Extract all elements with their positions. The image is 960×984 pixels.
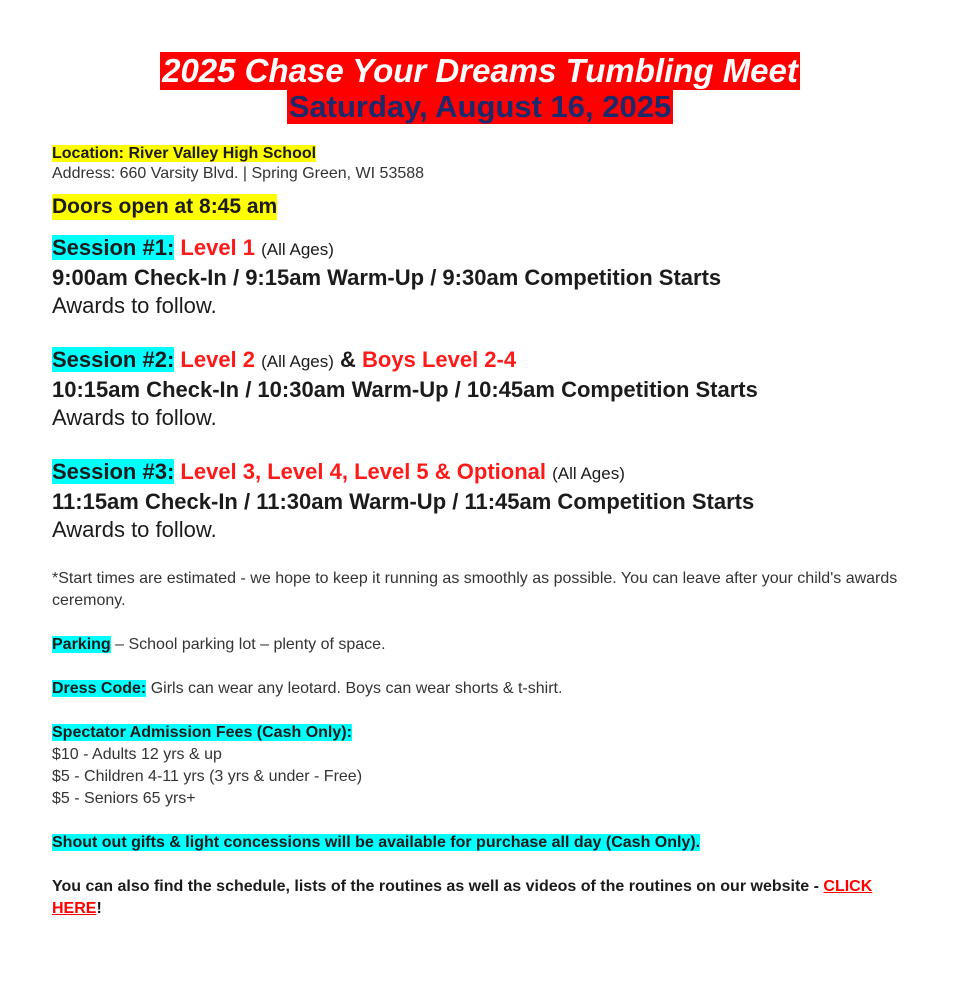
address-line: Address: 660 Varsity Blvd. | Spring Green, WI 53588 [52,165,425,182]
website-text: You can also find the schedule, lists of the routines as well as videos of the routines on our website - [52,878,824,895]
doors-open: Doors open at 8:45 am [52,195,278,218]
session-awards: Awards to follow. [52,293,217,318]
session-awards: Awards to follow. [52,517,217,542]
fees-section [52,722,922,810]
shoutout-text: Shout out gifts & light concessions will be available for purchase all day (Cash Only). [52,834,701,851]
click-here-link[interactable]: CLICK HERE [52,878,873,917]
session-label: Session #3: [52,459,175,484]
session-1 [52,234,922,320]
session-label: Session #2: [52,347,175,372]
session-ages: (All Ages) [261,352,334,371]
location-label: Location: River Valley High School [52,145,317,162]
session-times: 9:00am Check-In / 9:15am Warm-Up / 9:30am Competition Starts [52,265,722,290]
session-1-heading [52,234,922,264]
session-level: Level 3, Level 4, Level 5 & Optional [180,459,546,484]
event-title: 2025 Chase Your Dreams Tumbling Meet [162,52,798,89]
fee-item: $5 - Seniors 65 yrs+ [52,790,196,807]
fee-item: $5 - Children 4-11 yrs (3 yrs & under - Free) [52,768,363,785]
fees-label: Spectator Admission Fees (Cash Only): [52,724,352,741]
session-level: Level 1 [180,235,256,260]
dress-code-label: Dress Code: [52,680,147,697]
session-label: Session #1: [52,235,175,260]
website-after: ! [96,900,102,917]
fee-item: $10 - Adults 12 yrs & up [52,746,222,763]
session-2 [52,346,922,432]
session-level: Level 2 [180,347,256,372]
session-ages: (All Ages) [552,464,625,483]
session-2-heading [52,346,922,376]
dress-code-text: Girls can wear any leotard. Boys can wear shorts & t-shirt. [146,680,563,697]
session-times: 10:15am Check-In / 10:30am Warm-Up / 10:45am Competition Starts [52,377,758,402]
shoutout-line [52,832,922,854]
session-3 [52,458,922,544]
start-times-note: *Start times are estimated - we hope to keep it running as smoothly as possible. You can leave after your child's awards ceremony. [52,570,898,609]
parking-text: – School parking lot – plenty of space. [110,636,386,653]
parking-line [52,634,922,656]
session-3-heading [52,458,922,488]
dress-code-line [52,678,922,700]
website-line [52,876,922,920]
parking-label: Parking [52,636,111,653]
session-times: 11:15am Check-In / 11:30am Warm-Up / 11:45am Competition Starts [52,489,755,514]
event-date: Saturday, August 16, 2025 [288,89,672,124]
header [0,0,960,124]
session-ampersand: & [340,347,356,372]
location-line [52,144,922,164]
flyer-content [52,144,922,920]
session-extra-level: Boys Level 2-4 [362,347,517,372]
session-ages: (All Ages) [261,240,334,259]
session-awards: Awards to follow. [52,405,217,430]
